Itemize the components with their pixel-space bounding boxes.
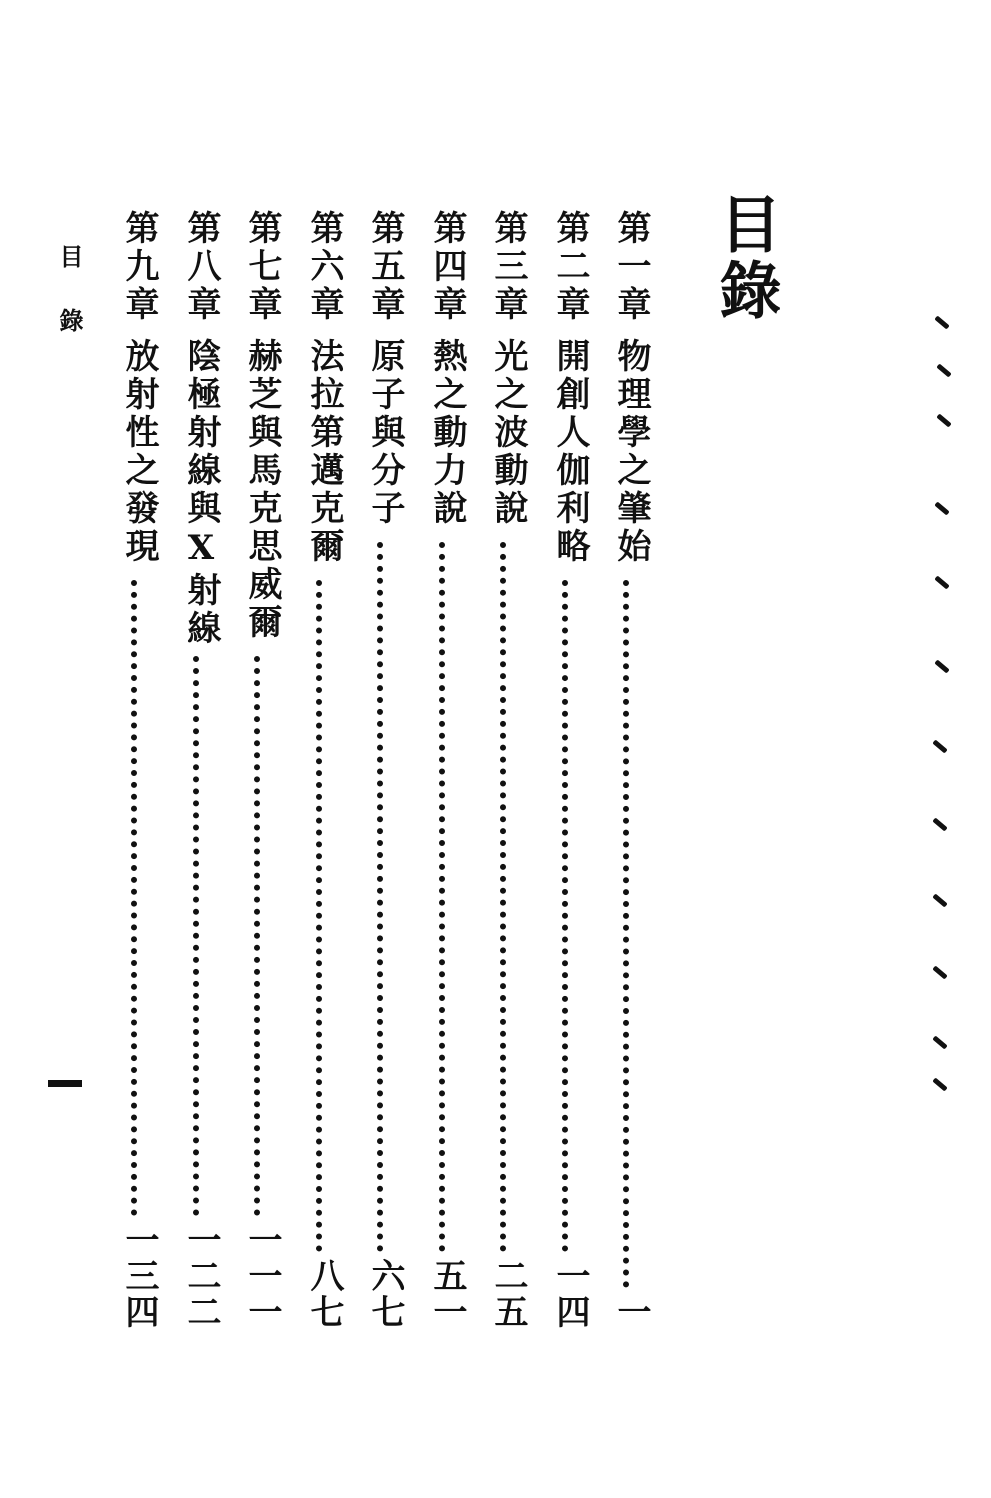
chapter-title: 物理學之肇始 (611, 338, 651, 566)
running-head: 目錄 (55, 244, 84, 372)
page-number: 二五 (488, 1258, 528, 1330)
binding-tick (936, 413, 951, 427)
page-number: 一 (611, 1294, 651, 1330)
binding-tick (932, 893, 947, 907)
page-number: 五一 (427, 1258, 467, 1330)
chapter-title: 法拉第邁克爾 (304, 338, 344, 566)
binding-tick (934, 659, 949, 673)
toc-entry[interactable] (604, 210, 651, 1330)
toc-entry[interactable] (420, 210, 467, 1330)
toc-entry[interactable] (543, 210, 590, 1330)
dot-leader (439, 542, 445, 1252)
dot-leader (500, 542, 506, 1252)
chapter-title: 光之波動說 (488, 338, 528, 528)
chapter-title: 熱之動力說 (427, 338, 467, 528)
chapter-number: 第二章 (550, 210, 590, 324)
toc-entry[interactable] (297, 210, 344, 1330)
toc-entry[interactable] (235, 210, 282, 1330)
chapter-title: 原子與分子 (365, 338, 405, 528)
dot-leader (562, 580, 568, 1252)
chapter-title: 陰極射線與X射線 (181, 338, 221, 648)
binding-tick (932, 817, 947, 831)
toc-entry[interactable] (358, 210, 405, 1330)
chapter-number: 第九章 (119, 210, 159, 324)
chapter-title: 開創人伽利略 (550, 338, 590, 566)
binding-tick (934, 501, 949, 515)
dot-leader (193, 656, 199, 1216)
chapter-number: 第一章 (611, 210, 651, 324)
chapter-number: 第四章 (427, 210, 467, 324)
binding-tick (936, 363, 951, 377)
page-number: 一三四 (119, 1222, 159, 1330)
chapter-number: 第七章 (242, 210, 282, 324)
dot-leader (623, 580, 629, 1288)
binding-tick (932, 965, 947, 979)
dot-leader (316, 580, 322, 1252)
dot-leader (377, 542, 383, 1252)
chapter-title: 放射性之發現 (119, 338, 159, 566)
chapter-number: 第五章 (365, 210, 405, 324)
dot-leader (131, 580, 137, 1216)
binding-tick (934, 575, 949, 589)
binding-tick (934, 315, 949, 329)
binding-tick (932, 1077, 947, 1091)
chapter-number: 第八章 (181, 210, 221, 324)
toc-entry[interactable] (481, 210, 528, 1330)
toc-entry[interactable] (174, 210, 221, 1330)
page-number: 八七 (304, 1258, 344, 1330)
page-number: 一四 (550, 1258, 590, 1330)
page-title: 目錄 (709, 192, 782, 324)
page-number: 一一一 (242, 1222, 282, 1330)
chapter-title: 赫芝與馬克思威爾 (242, 338, 282, 642)
page-number: 六七 (365, 1258, 405, 1330)
folio-mark (48, 1080, 82, 1087)
chapter-number: 第六章 (304, 210, 344, 324)
chapter-number: 第三章 (488, 210, 528, 324)
dot-leader (254, 656, 260, 1216)
binding-tick (932, 739, 947, 753)
toc-entry[interactable] (112, 210, 159, 1330)
binding-tick (932, 1035, 947, 1049)
page-number: 一二二 (181, 1222, 221, 1330)
